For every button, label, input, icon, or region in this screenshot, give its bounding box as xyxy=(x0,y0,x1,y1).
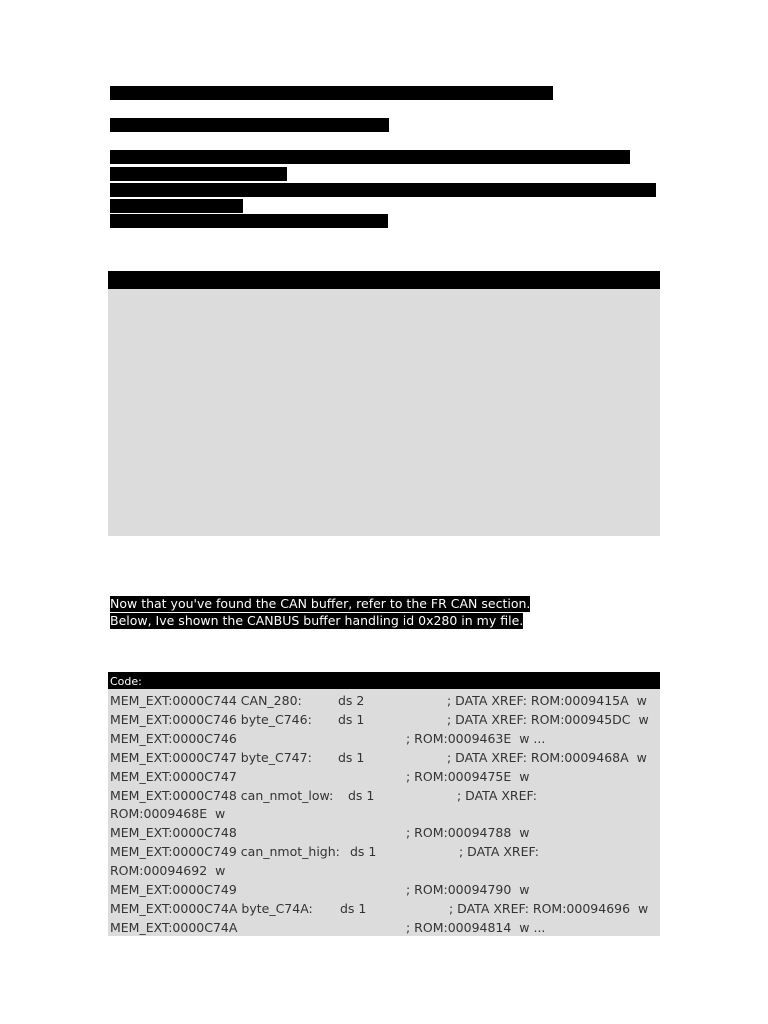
redacted-line-4 xyxy=(110,167,287,181)
code-address: MEM_EXT:0000C74A byte_C74A: xyxy=(110,900,313,916)
code-line xyxy=(110,710,658,729)
code-address: ROM:00094692 w xyxy=(110,863,226,879)
code-address: MEM_EXT:0000C748 xyxy=(110,825,237,841)
code-address: ROM:0009468E w xyxy=(110,806,226,822)
code-directive: ds 2 xyxy=(338,693,365,708)
code-address: MEM_EXT:0000C744 CAN_280: xyxy=(110,693,302,708)
code-address: MEM_EXT:0000C747 xyxy=(110,768,237,784)
code-comment: ; DATA XREF: xyxy=(459,844,539,860)
code-comment: ; ROM:00094814 w ... xyxy=(406,919,546,935)
code-address: MEM_EXT:0000C746 xyxy=(110,730,237,746)
code-line xyxy=(110,842,658,861)
code-block-header xyxy=(108,672,660,689)
code-directive: ds 1 xyxy=(350,844,377,860)
code-directive: ds 1 xyxy=(340,900,367,916)
code-line xyxy=(110,748,658,767)
code-comment: ; DATA XREF: ROM:00094696 w xyxy=(449,900,649,916)
code-address: MEM_EXT:0000C749 can_nmot_high: xyxy=(110,844,340,860)
code-comment: ; ROM:00094788 w xyxy=(406,825,530,841)
code-address: MEM_EXT:0000C746 byte_C746: xyxy=(110,711,312,727)
code-line xyxy=(110,691,658,710)
redacted-line-6 xyxy=(110,199,243,213)
code-line xyxy=(110,880,658,899)
code-address: MEM_EXT:0000C749 xyxy=(110,882,237,897)
code-directive: ds 1 xyxy=(348,787,375,803)
code-line xyxy=(110,729,658,748)
redacted-line-2 xyxy=(110,118,389,132)
code-line xyxy=(110,861,658,880)
code-directive: ds 1 xyxy=(338,711,365,727)
redacted-line-3 xyxy=(110,150,630,164)
code-comment: ; DATA XREF: ROM:0009415A w xyxy=(447,693,647,708)
redacted-line-1 xyxy=(110,86,553,100)
code-line xyxy=(110,786,658,805)
code-line xyxy=(110,899,658,918)
code-comment: ; DATA XREF: ROM:000945DC w xyxy=(447,711,649,727)
code-line xyxy=(110,823,658,842)
code-line xyxy=(110,767,658,786)
code-comment: ; ROM:0009463E w ... xyxy=(406,730,546,746)
code-address: MEM_EXT:0000C74A xyxy=(110,919,238,935)
redacted-code-header xyxy=(108,271,660,289)
code-comment: ; DATA XREF: ROM:0009468A w xyxy=(447,749,647,765)
redacted-code-body xyxy=(108,289,660,536)
code-comment: ; ROM:00094790 w xyxy=(406,882,530,897)
code-address: MEM_EXT:0000C748 can_nmot_low: xyxy=(110,787,334,803)
redacted-line-5 xyxy=(110,183,656,197)
code-line xyxy=(110,804,658,823)
code-address: MEM_EXT:0000C747 byte_C747: xyxy=(110,749,312,765)
intro-text-line-1: Now that you've found the CAN buffer, refer to the FR CAN section. xyxy=(110,596,531,611)
redacted-line-7 xyxy=(110,214,388,228)
intro-text-line-2: Below, Ive shown the CANBUS buffer handling id 0x280 in my file. xyxy=(110,613,524,628)
code-comment: ; DATA XREF: xyxy=(457,787,537,803)
code-line xyxy=(110,918,658,937)
code-block-label: Code: xyxy=(110,675,142,688)
code-comment: ; ROM:0009475E w xyxy=(406,768,530,784)
code-directive: ds 1 xyxy=(338,749,365,765)
